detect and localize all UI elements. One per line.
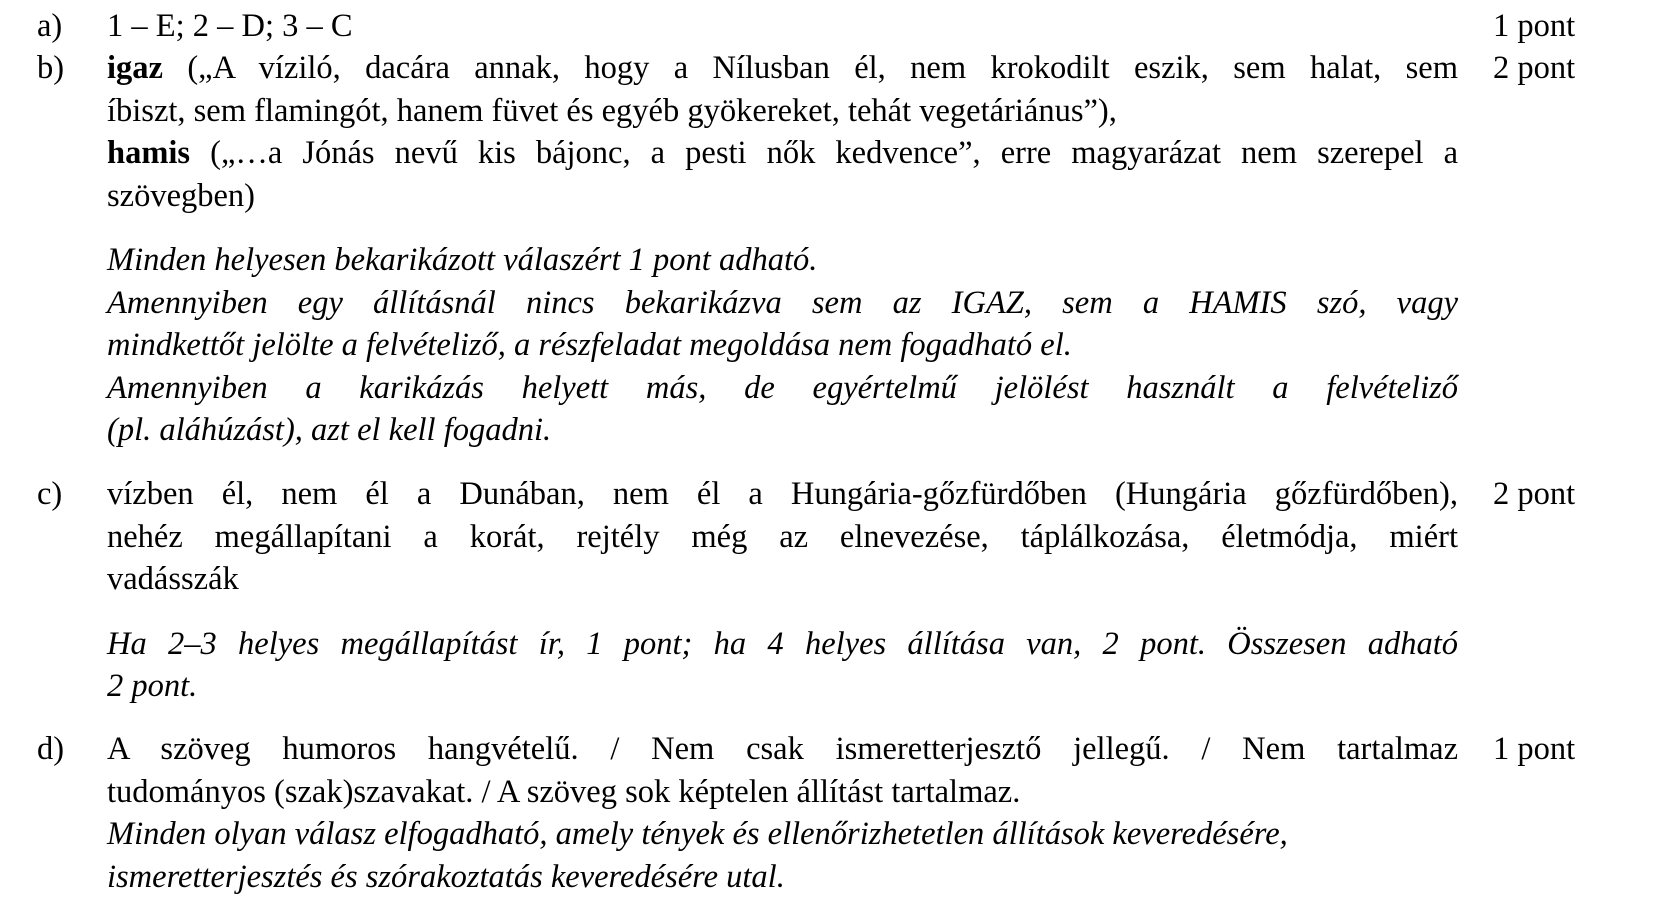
scoring-note: Amennyiben egy állításnál nincs bekarikázva sem az IGAZ, sem a HAMIS szó, vagy: [107, 284, 1458, 321]
answer-line: íbiszt, sem flamingót, hanem füvet és egyéb gyökereket, tehát vegetáriánus”),: [107, 92, 1117, 129]
scoring-note: Minden olyan válasz elfogadható, amely tények és ellenőrizhetetlen állítások keveredésére,: [107, 816, 1288, 852]
item-points: 1 pont: [1493, 731, 1576, 767]
answer-line: vízben él, nem él a Dunában, nem él a Hungária-gőzfürdőben (Hungária gőzfürdőben),: [107, 476, 1458, 512]
igaz-explanation: („A víziló, dacára annak, hogy a Nílusban él, nem krokodilt eszik, sem halat, sem: [162, 50, 1458, 86]
answer-line: tudományos (szak)szavakat. / A szöveg sok képtelen állítást tartalmaz.: [107, 773, 1021, 810]
scoring-note: Amennyiben a karikázás helyett más, de egyértelmű jelölést használt a felvételiző: [107, 369, 1458, 406]
item-answer: [107, 728, 1458, 898]
answer-line: nehéz megállapítani a korát, rejtély még az elnevezése, táplálkozása, életmódja, miért: [107, 518, 1458, 555]
item-marker: a): [37, 8, 63, 44]
scoring-note: mindkettőt jelölte a felvételiző, a részfeladat megoldása nem fogadható el.: [107, 327, 1072, 363]
item-points: 1 pont: [1493, 8, 1576, 44]
answer-line: A szöveg humoros hangvételű. / Nem csak ismeretterjesztő jellegű. / Nem tartalmaz: [107, 731, 1458, 767]
item-answer: [107, 473, 1458, 708]
answer-line: [107, 47, 1458, 90]
scoring-note: 2 pont.: [107, 668, 198, 704]
scoring-note: (pl. aláhúzást), azt el kell fogadni.: [107, 412, 552, 448]
item-marker: d): [37, 731, 65, 767]
answer-line: [107, 132, 1458, 175]
answer-text: 1 – E; 2 – D; 3 – C: [107, 8, 353, 44]
igaz-keyword: igaz: [107, 50, 163, 86]
item-answer: [107, 47, 1458, 452]
scoring-note: Minden helyesen bekarikázott válaszért 1 pont adható.: [107, 242, 818, 278]
answer-line: vadásszák: [107, 561, 239, 597]
scoring-note: ismeretterjesztés és szórakoztatás keveredésére utal.: [107, 858, 785, 895]
answer-line: szövegben): [107, 177, 255, 214]
scoring-note: Ha 2–3 helyes megállapítást ír, 1 pont; ha 4 helyes állítása van, 2 pont. Összesen adható: [107, 625, 1458, 662]
item-marker: c): [37, 476, 63, 512]
item-marker: b): [37, 50, 65, 86]
item-points: 2 pont: [1493, 50, 1576, 86]
hamis-explanation: („…a Jónás nevű kis bájonc, a pesti nők kedvence”, erre magyarázat nem szerepel a: [190, 135, 1458, 171]
item-answer: [107, 5, 1458, 48]
item-points: 2 pont: [1493, 476, 1576, 512]
hamis-keyword: hamis: [107, 135, 191, 171]
